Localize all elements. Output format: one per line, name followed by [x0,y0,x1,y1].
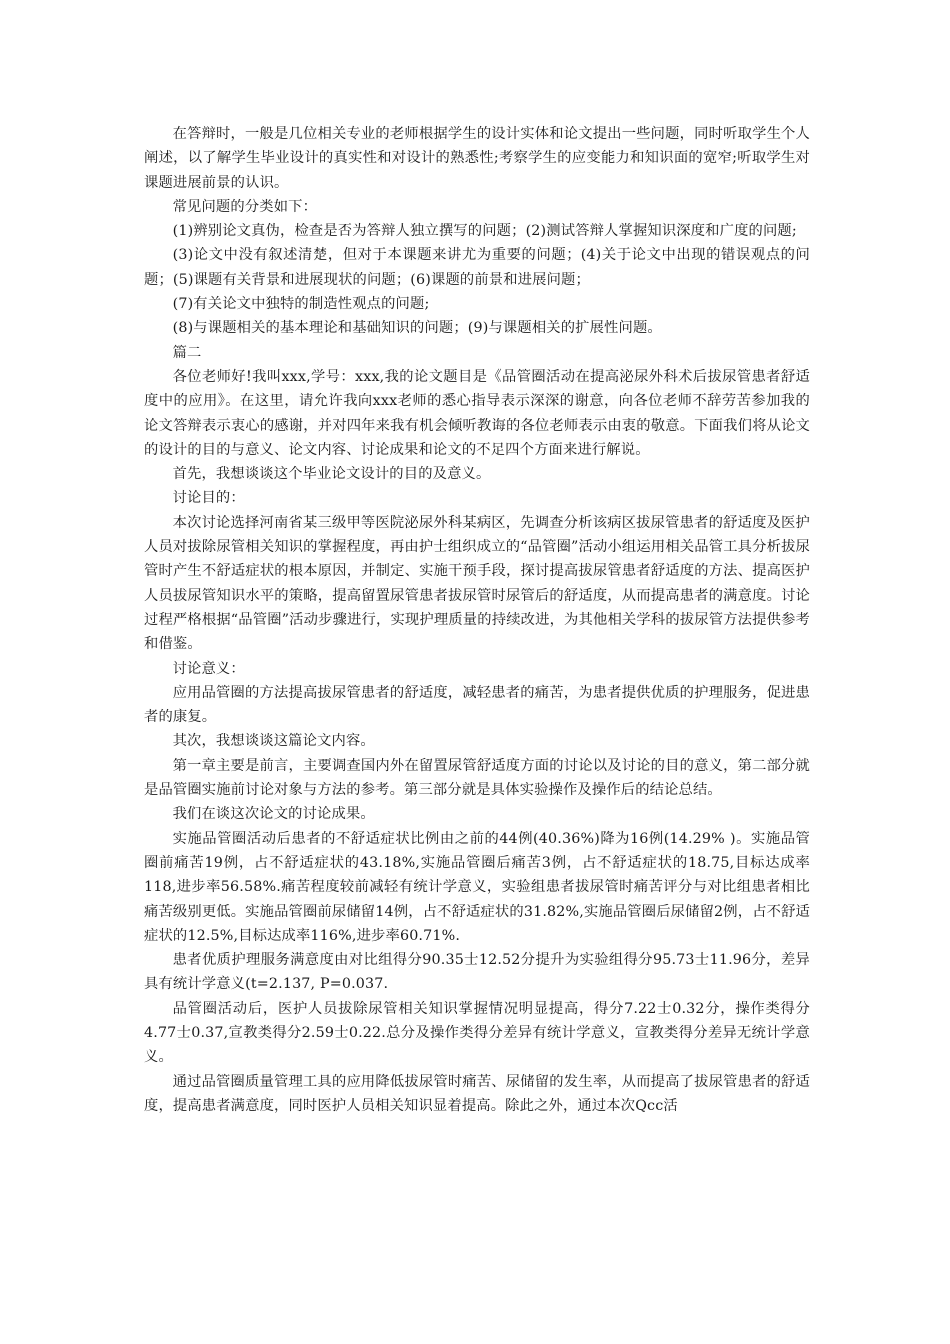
paragraph-purpose-intro: 首先，我想谈谈这个毕业论文设计的目的及意义。 [172,466,491,483]
paragraph-greeting: 各位老师好!我叫xxx,学号：xxx,我的论文题目是《品管圈活动在提高泌尿外科术后拔尿管患者舒适度中的应用》。在这里，请允许我向xxx老师的悉心指导表示深深的谢意，向各位老师不辞劳苦参加我的论文答辩表示衷心的感谢，并对四年来我有机会倾听教诲的各位老师表示由衷的敬意。下面我们将从论文的设计的目的与意义、论文内容、讨论成果和论文的不足四个方面来进行解说。 [144,368,810,458]
paragraph-question-list-3-6: (3)论文中没有叙述清楚，但对于本课题来讲尤为重要的问题；(4)关于论文中出现的错误观点的问题；(5)课题有关背景和进展现状的问题；(6)课题的前景和进展问题； [144,247,810,288]
paragraph-results-conclusion: 通过品管圈质量管理工具的应用降低拔尿管时痛苦、尿储留的发生率，从而提高了拔尿管患者的舒适度，提高患者满意度，同时医护人员相关知识显着提高。除此之外，通过本次Qcc活 [144,1073,810,1114]
paragraph-research-significance: 应用品管圈的方法提高拔尿管患者的舒适度，减轻患者的痛苦，为患者提供优质的护理服务，促进患者的康复。 [144,684,810,726]
paragraph-results-intro: 我们在谈这次论文的讨论成果。 [172,806,375,823]
document-body [144,122,810,1118]
paragraph-content-intro: 其次，我想谈谈这篇论文内容。 [172,733,375,750]
subheading-research-significance: 讨论意义： [172,660,245,677]
paragraph-question-list-7: (7)有关论文中独特的制造性观点的问题; [172,296,430,313]
paragraph-question-categories-heading: 常见问题的分类如下： [172,198,318,215]
paragraph-research-purpose: 本次讨论选择河南省某三级甲等医院泌尿外科某病区，先调查分析该病区拔尿管患者的舒适度及医护人员对拔除尿管相关知识的掌握程度，再由护士组织成立的“品管圈”活动小组运用相关品管工具分析拔尿管时产生不舒适症状的根本原因，并制定、实施干预手段，探讨提高拔尿管患者舒适度的方法、提高医护人员拔尿管知识水平的策略，提高留置尿管患者拔尿管时尿管后的舒适度，从而提高患者的满意度。讨论过程严格根据“品管圈”活动步骤进行，实现护理质量的持续改进，为其他相关学科的拔尿管方法提供参考和借鉴。 [144,514,810,653]
paragraph-question-list-8-9: (8)与课题相关的基本理论和基础知识的问题；(9)与课题相关的扩展性问题。 [172,320,662,337]
paragraph-defense-intro: 在答辩时，一般是几位相关专业的老师根据学生的设计实体和论文提出一些问题，同时听取学生个人阐述，以了解学生毕业设计的真实性和对设计的熟悉性;考察学生的应变能力和知识面的宽窄;听取学生对课题进展前景的认识。 [144,126,810,191]
subheading-research-purpose: 讨论目的： [172,490,245,507]
paragraph-question-list-1-2: (1)辨别论文真伪，检查是否为答辩人独立撰写的问题；(2)测试答辩人掌握知识深度和广度的问题; [172,223,797,240]
paragraph-results-knowledge: 品管圈活动后，医护人员拔除尿管相关知识掌握情况明显提高，得分7.22士0.32分，操作类得分4.77士0.37,宣教类得分2.59士0.22.总分及操作类得分差异有统计学意义，宣教类得分差异无统计学意义。 [144,1000,810,1066]
section-heading-part-two: 篇二 [172,344,202,361]
paragraph-results-discomfort: 实施品管圈活动后患者的不舒适症状比例由之前的44例(40.36%)降为16例(14.29% )。实施品管圈前痛苦19例，占不舒适症状的43.18%,实施品管圈后痛苦3例，占不舒适症状的18.75,目标达成率118,进步率56.58%.痛苦程度较前减轻有统计学意义，实验组患者拔尿管时痛苦评分与对比组患者相比痛苦级别更低。实施品管圈前尿储留14例，占不舒适症状的31.82%,实施品管圈后尿储留2例，占不舒适症状的12.5%,目标达成率116%,进步率60.71%. [144,830,810,944]
paragraph-results-satisfaction: 患者优质护理服务满意度由对比组得分90.35士12.52分提升为实验组得分95.73士11.96分，差异具有统计学意义(t=2.137, P=0.037. [144,952,810,993]
paragraph-chapter-summary: 第一章主要是前言，主要调查国内外在留置尿管舒适度方面的讨论以及讨论的目的意义，第二部分就是品管圈实施前讨论对象与方法的参考。第三部分就是具体实验操作及操作后的结论总结。 [144,757,810,799]
